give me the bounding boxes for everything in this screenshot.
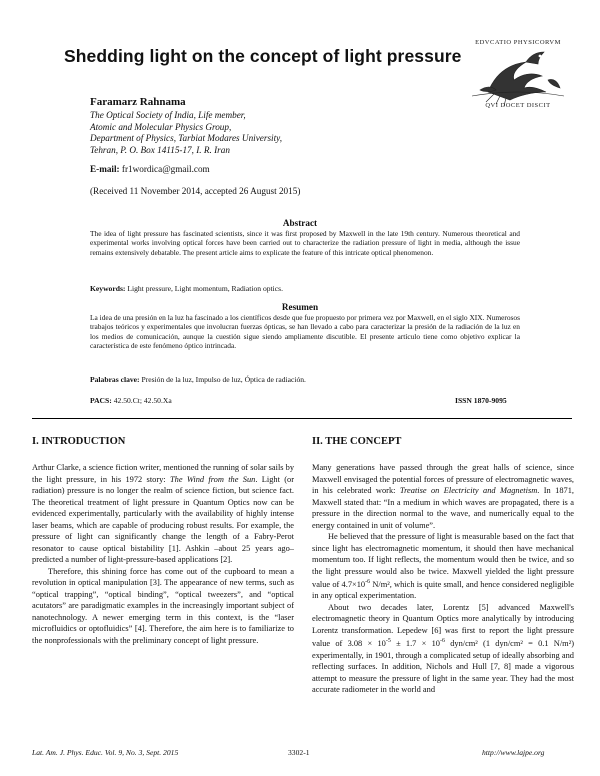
affiliation-line: The Optical Society of India, Life member, [90,110,246,120]
paragraph: He believed that the pressure of light is measurable based on the fact that since light has electromagnetic momentum, it should then have mechanical momentum too. If light reflects, the momentum would then be twice, and so the light pressure would also be twice. Maxwell yielded the light pressure value of $4.7\times 10^{-6}$ N/m², which is quite small, and hence considered negligible in any optical experimentation. [312,532,574,601]
affiliation-line: Department of Physics, Tarbiat Modares University, [90,133,282,144]
section-divider [32,418,572,419]
keywords-value: Light pressure, Light momentum, Radiation optics. [127,284,283,293]
right-column [312,436,574,696]
paragraph: About two decades later, Lorentz [5] advanced Maxwell's electromagnetic theory in Quantum Optics more analytically by introducing Lorentz transformation. Lepedew [6] was first to report the light pressure value of $3.08 \times 10^{-5} \pm 1.7 \times 10^{-6}$ dyn/cm² (1 dyn/cm² = 0.1 N/m²) experimentally, in 1901, through a complicated setup of ideally absorbing and reflecting surfaces. In addition, Nichols and Hull [7, 8] made a vigorous attempt to measure the pressure of light in the same year. They had the most accurate radiometer in the world and [312,602,575,695]
email-line [90,164,210,174]
palabras-clave-line [90,375,306,384]
book-title: The Wind from the Sun [169,474,256,484]
section-heading-introduction: I. INTRODUCTION [32,436,126,447]
concept-body [312,462,574,696]
palabras-clave-value: Presión de la luz, Impulso de luz, Óptica de radiación. [141,375,306,384]
resumen-heading: Resumen [281,302,319,312]
footer-url[interactable]: http://www.lajpe.org [482,748,545,757]
email-label: E-mail: [90,164,120,174]
palabras-clave-label: Palabras clave: [90,375,140,384]
abstract-heading: Abstract [282,218,318,228]
paragraph: Therefore, this shining force has come out of the cupboard to mean a revolution in optical manipulation [3]. The appearance of new terms, such as “optical trapping”, “optical binding”, “optical tweezers”, and “optical acutators” are paradigmatic examples in the increasingly important subject of nanotechnology. A newer emerging term in this context, is the “laser microfluidics or optofluidics” [4]. Therefore, the aim here is to familiarize to the nonprofessionals with the preliminary concept of light pressure. [32,566,294,645]
footer-journal: Lat. Am. J. Phys. Educ. Vol. 9, No. 3, Sept. 2015 [32,748,179,757]
author-name: Faramarz Rahnama [90,96,186,108]
left-column [32,436,294,646]
email-address[interactable]: fr1wordica@gmail.com [121,164,210,174]
affiliation-line: Tehran, P. O. Box 14115-17, I. R. Iran [90,144,230,155]
journal-logo-emblem [466,36,570,110]
book-title: Treatise on Electricity and Magnetism [399,486,538,495]
paragraph: Many generations have passed through the great halls of science, since Maxwell envisaged the potential forces of pressure of electromagnetic waves, in his celebrated work: Treatise on Electricity and Magnetism. In 1871, Maxwell stated that: “In a medium in which waves are propagated, there is a pressure in the direction normal to the wave, and numerically equal to the energy contained in unit of volume”. [312,463,575,530]
abstract-text: The idea of light pressure has fascinated scientists, since it was first proposed by Maxwell in the late 19th century. Numerous theoretical and experimental works involving optical forces have been carried out to characterize the radiation pressure of light in media, although the issue remains extensively debatable. The present article aims to explicate the feature of this intricate optical phenomenon. [90,229,520,257]
received-date: (Received 11 November 2014, accepted 26 August 2015) [90,186,301,196]
section-heading-concept: II. THE CONCEPT [312,436,402,447]
pacs-value: 42.50.Ct; 42.50.Xa [113,396,172,405]
paper-title: Shedding light on the concept of light pressure [64,46,462,66]
logo-top-text: EDVCATIO PHYSICORVM [475,39,561,46]
pacs-line [90,396,172,405]
author-affiliation [90,110,282,156]
logo-bottom-text: QVI DOCET DISCIT [485,102,551,109]
issn: ISSN 1870-9095 [455,396,507,405]
keywords-line [90,284,283,293]
resumen-text: La idea de una presión en la luz ha fascinado a los científicos desde que fue propuesto por primera vez por Maxwell, en el siglo XIX. Numerosos trabajos teóricos y experimentales que involucran fuerzas ópticas, se han llevado a cabo para caracterizar la presión de la radiación de la luz en los medios de comunicación, aunque la cuestión sigue siendo ampliamente discutible. El presente artículo tiene como objetivo explicar la característica de este fenómeno óptico intrincada. [90,313,520,350]
journal-logo [466,36,570,110]
introduction-body [32,462,294,646]
paragraph: Arthur Clarke, a science fiction writer, mentioned the running of solar sails by the light pressure, in his 1972 story: The Wind from the Sun. Light (or radiation) pressure is no longer the realm of science fiction, but science fact. The theoretical treatment of light pressure in Quantum Optics now can be evidenced experimentally, particularly with the availability of highly intense laser beams, which are capable of producing robust results. For example, the pressure of light can significantly change the length of a Fabry-Perot resonator to cause optical bistability [1]. Ashkin –about 25 years ago– predicted a number of light-pressure-based applications [2]. [32,463,295,564]
affiliation-line: Atomic and Molecular Physics Group, [90,121,232,132]
keywords-label: Keywords: [90,284,126,293]
footer-page-number: 3302-1 [288,748,310,757]
pacs-label: PACS: [90,396,112,405]
